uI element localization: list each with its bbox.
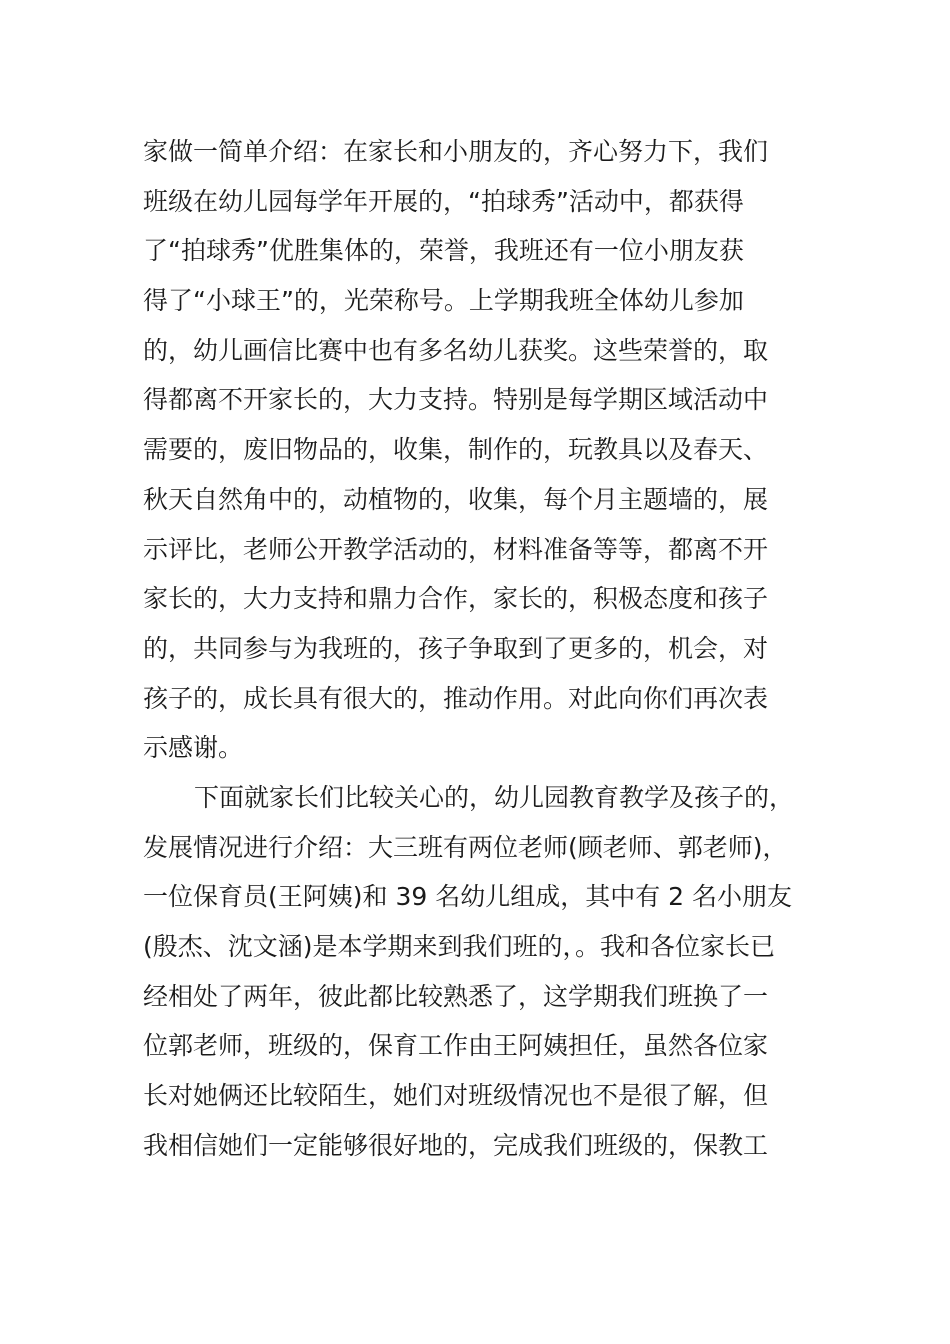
text-line: (殷杰、沈文涵)是本学期来到我们班的，。我和各位家长已 <box>143 932 776 961</box>
text-line: 长对她俩还比较陌生，她们对班级情况也不是很了解，但 <box>143 1081 769 1111</box>
text-line: 得都离不开家长的，大力支持。特别是每学期区域活动中 <box>143 385 769 415</box>
text-line: 位郭老师，班级的，保育工作由王阿姨担任，虽然各位家 <box>143 1031 769 1061</box>
text-line: 了“拍球秀”优胜集体的，荣誉，我班还有一位小朋友获 <box>143 236 744 266</box>
text-line: 孩子的，成长具有很大的，推动作用。对此向你们再次表 <box>143 683 769 713</box>
text-line: 秋天自然角中的，动植物的，收集，每个月主题墙的，展 <box>143 484 769 514</box>
body-text <box>143 127 823 1170</box>
text-line: 家长的，大力支持和鼎力合作，家长的，积极态度和孩子 <box>143 584 769 614</box>
text-line: 家做一简单介绍：在家长和小朋友的，齐心努力下，我们 <box>143 137 769 166</box>
text-line: 示评比，老师公开教学活动的，材料准备等等，都离不开 <box>143 534 769 564</box>
text-line: 的，幼儿画信比赛中也有多名幼儿获奖。这些荣誉的，取 <box>143 335 769 365</box>
text-line: 班级在幼儿园每学年开展的，“拍球秀”活动中，都获得 <box>143 186 744 216</box>
text-line: 发展情况进行介绍：大三班有两位老师(顾老师、郭老师)， <box>143 832 788 862</box>
text-line: 示感谢。 <box>143 733 244 763</box>
text-line: 的，共同参与为我班的，孩子争取到了更多的，机会，对 <box>143 633 769 663</box>
text-line: 得了“小球王”的，光荣称号。上学期我班全体幼儿参加 <box>143 286 744 316</box>
text-line: 我相信她们一定能够很好地的，完成我们班级的，保教工 <box>143 1130 769 1160</box>
text-line: 经相处了两年，彼此都比较熟悉了，这学期我们班换了一 <box>143 981 769 1011</box>
text-line: 需要的，废旧物品的，收集，制作的，玩教具以及春天、 <box>143 435 769 465</box>
text-line: 一位保育员(王阿姨)和 39 名幼儿组成，其中有 2 名小朋友 <box>143 882 793 912</box>
paragraph-first-line: 下面就家长们比较关心的，幼儿园教育教学及孩子的， <box>194 782 795 812</box>
